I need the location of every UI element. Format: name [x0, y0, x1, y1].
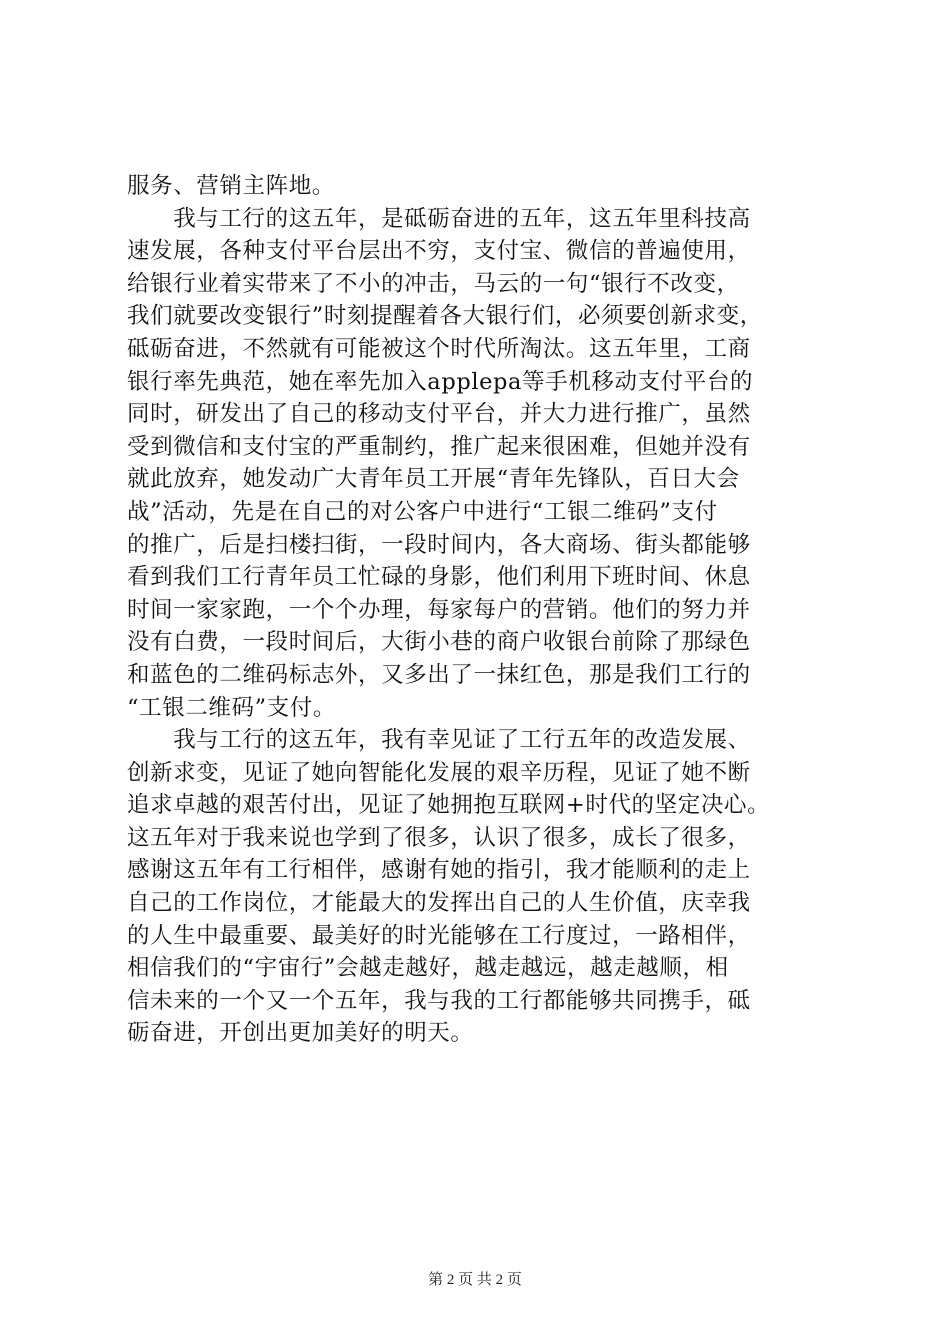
- text-line: 服务、营销主阵地。: [127, 173, 335, 199]
- text-line: 我们就要改变银行”时刻提醒着各大银行们，必须要创新求变，: [127, 303, 763, 330]
- text-line: 受到微信和支付宝的严重制约，推广起来很困难，但她并没有: [127, 433, 751, 460]
- text-line: 这五年对于我来说也学到了很多，认识了很多，成长了很多，: [127, 824, 751, 851]
- text-line: 砥砺奋进，不然就有可能被这个时代所淘汰。这五年里，工商: [127, 335, 751, 362]
- text-line: 我与工行的这五年，我有幸见证了工行五年的改造发展、: [127, 727, 751, 754]
- text-line: 速发展，各种支付平台层出不穷，支付宝、微信的普遍使用，: [127, 238, 751, 265]
- text-line: 就此放弃，她发动广大青年员工开展“青年先锋队，百日大会: [127, 466, 740, 493]
- text-line: 创新求变，见证了她向智能化发展的艰辛历程，见证了她不断: [127, 759, 751, 786]
- page-footer: 第 2 页 共 2 页: [428, 1272, 522, 1288]
- text-line: 追求卓越的艰苦付出，见证了她拥抱互联网+时代的坚定决心。: [127, 792, 771, 819]
- text-line: 和蓝色的二维码标志外，又多出了一抹红色，那是我们工行的: [127, 661, 751, 688]
- text-line: 时间一家家跑，一个个办理，每家每户的营销。他们的努力并: [127, 596, 751, 623]
- text-line: 我与工行的这五年，是砥砺奋进的五年，这五年里科技高: [127, 205, 751, 232]
- text-line: 同时，研发出了自己的移动支付平台，并大力进行推广，虽然: [127, 401, 751, 428]
- text-line: 信未来的一个又一个五年，我与我的工行都能够共同携手，砥: [127, 987, 751, 1014]
- body-text: [127, 170, 843, 1050]
- text-line: 看到我们工行青年员工忙碌的身影，他们利用下班时间、休息: [127, 564, 751, 591]
- text-line: 战”活动，先是在自己的对公客户中进行“工银二维码”支付: [127, 498, 718, 525]
- text-line: 自己的工作岗位，才能最大的发挥出自己的人生价值，庆幸我: [127, 890, 751, 917]
- text-line: 银行率先典范，她在率先加入applepa等手机移动支付平台的: [127, 368, 754, 395]
- text-line: “工银二维码”支付。: [127, 694, 337, 721]
- text-line: 的人生中最重要、最美好的时光能够在工行度过，一路相伴，: [127, 922, 751, 949]
- text-line: 的推广，后是扫楼扫街，一段时间内，各大商场、街头都能够: [127, 531, 751, 558]
- text-line: 感谢这五年有工行相伴，感谢有她的指引，我才能顺利的走上: [127, 857, 751, 884]
- text-line: 相信我们的“宇宙行”会越走越好，越走越远，越走越顺，相: [127, 955, 729, 982]
- text-line: 砺奋进，开创出更加美好的明天。: [127, 1020, 474, 1047]
- text-line: 没有白费，一段时间后，大街小巷的商户收银台前除了那绿色: [127, 629, 751, 656]
- text-line: 给银行业着实带来了不小的冲击，马云的一句“银行不改变，: [127, 270, 740, 297]
